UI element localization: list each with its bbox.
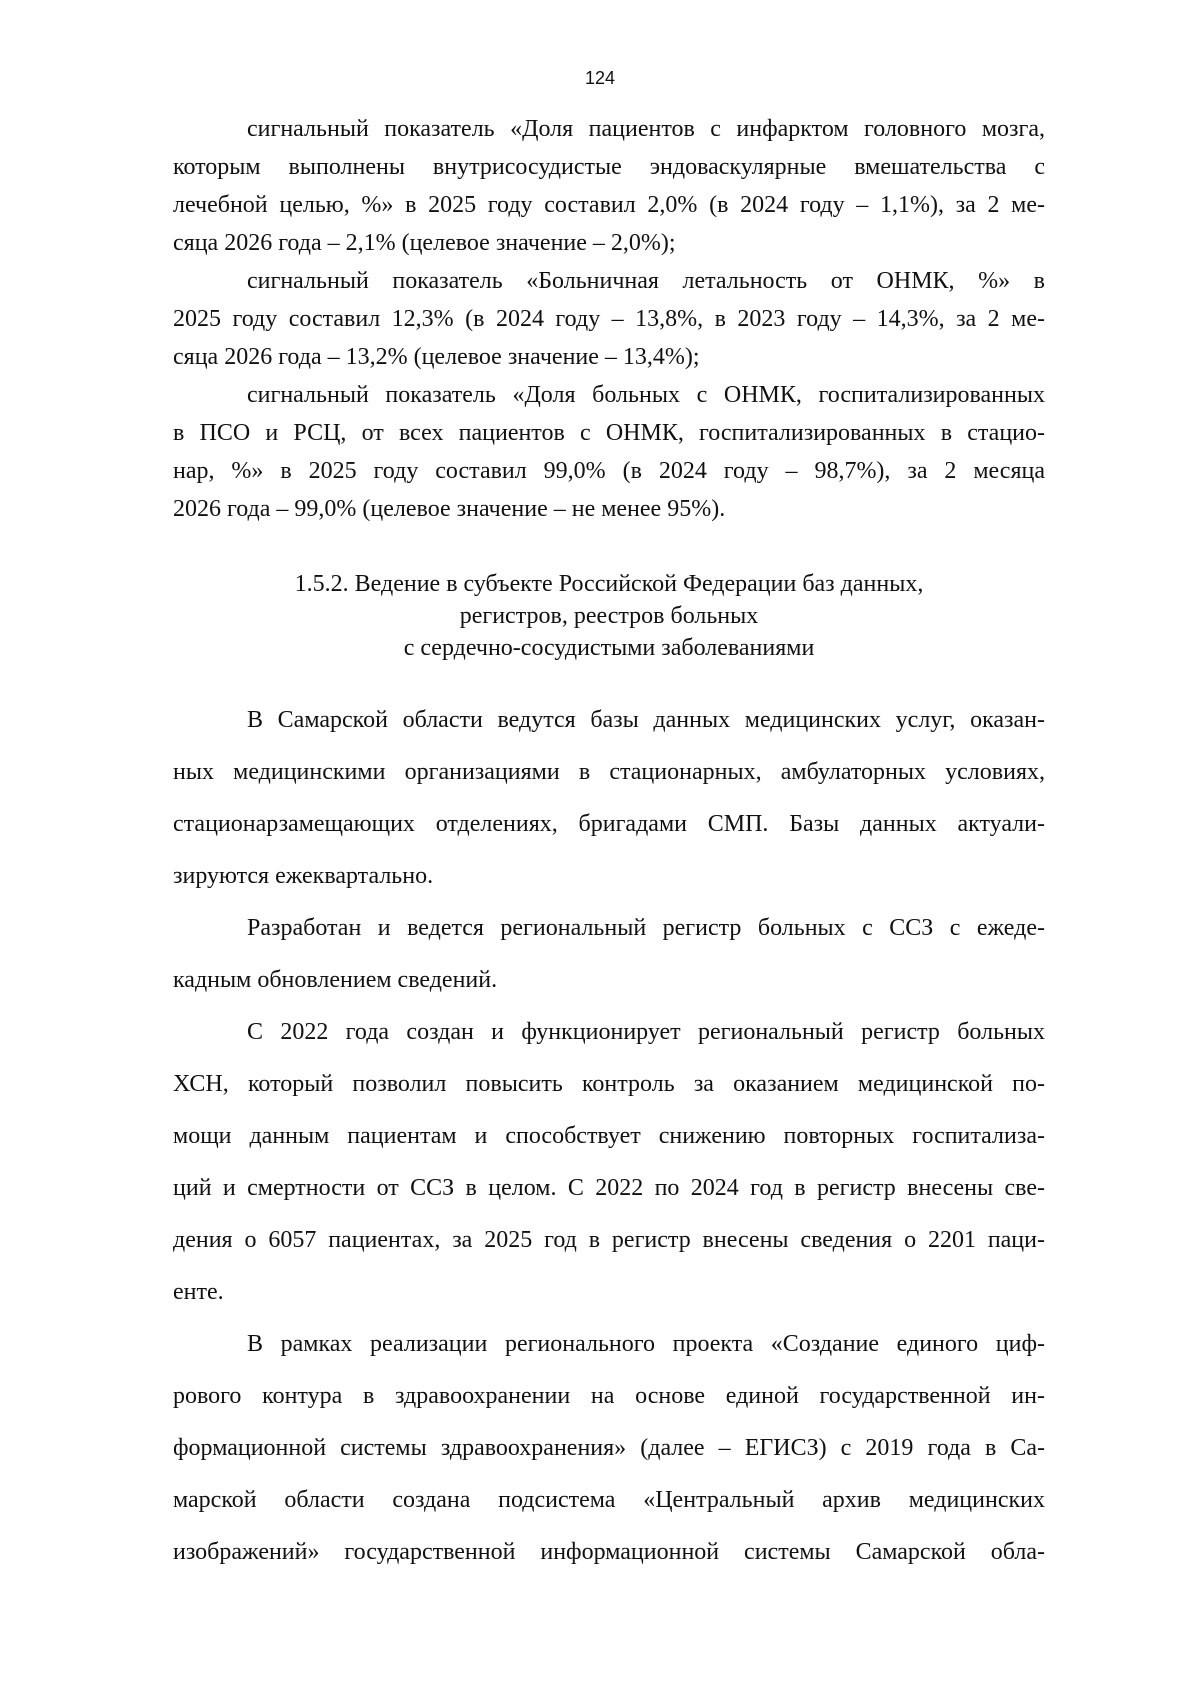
page-body	[173, 110, 1045, 1578]
text-line: формационной системы здравоохранения» (далее – ЕГИСЗ) с 2019 года в Са-	[173, 1435, 1045, 1461]
text-line: ных медицинскими организациями в стационарных, амбулаторных условиях,	[173, 759, 1045, 785]
text-line: 2025 году составил 12,3% (в 2024 году – 13,8%, в 2023 году – 14,3%, за 2 ме-	[173, 306, 1045, 332]
text-line: дения о 6057 пациентах, за 2025 год в регистр внесены сведения о 2201 паци-	[173, 1227, 1045, 1253]
section-heading-line: с сердечно-сосудистыми заболеваниями	[403, 635, 815, 661]
text-line: С 2022 года создан и функционирует региональный регистр больных	[247, 1019, 1045, 1045]
indicator-paragraph	[173, 110, 1045, 262]
text-line: в ПСО и РСЦ, от всех пациентов с ОНМК, госпитализированных в стацио-	[173, 420, 1045, 446]
indicator-list	[173, 110, 1045, 528]
section-heading-line: регистров, реестров больных	[459, 603, 759, 629]
body-paragraph	[173, 1318, 1045, 1578]
text-line: стационарзамещающих отделениях, бригадами СМП. Базы данных актуали-	[173, 811, 1045, 837]
text-line: ХСН, который позволил повысить контроль за оказанием медицинской по-	[173, 1071, 1045, 1097]
text-line: сяца 2026 года – 2,1% (целевое значение – 2,0%);	[173, 230, 676, 256]
text-line: сяца 2026 года – 13,2% (целевое значение – 13,4%);	[173, 344, 700, 370]
text-line: Разработан и ведется региональный регистр больных с ССЗ с ежеде-	[247, 915, 1045, 941]
text-line: сигнальный показатель «Доля пациентов с инфарктом головного мозга,	[247, 116, 1045, 142]
text-line: ций и смертности от ССЗ в целом. С 2022 по 2024 год в регистр внесены све-	[173, 1175, 1045, 1201]
text-line: нар, %» в 2025 году составил 99,0% (в 2024 году – 98,7%), за 2 месяца	[173, 458, 1045, 484]
section-body	[173, 694, 1045, 1578]
text-line: мощи данным пациентам и способствует снижению повторных госпитализа-	[173, 1123, 1045, 1149]
text-line: В рамках реализации регионального проекта «Создание единого циф-	[247, 1331, 1045, 1357]
text-line: изображений» государственной информационной системы Самарской обла-	[173, 1539, 1045, 1565]
text-line: рового контура в здравоохранении на основе единой государственной ин-	[173, 1383, 1045, 1409]
body-paragraph	[173, 1006, 1045, 1318]
section-heading	[173, 568, 1045, 664]
text-line: сигнальный показатель «Доля больных с ОНМК, госпитализированных	[247, 382, 1045, 408]
indicator-paragraph	[173, 376, 1045, 528]
text-line: марской области создана подсистема «Центральный архив медицинских	[173, 1487, 1045, 1513]
text-line: которым выполнены внутрисосудистые эндоваскулярные вмешательства с	[173, 154, 1045, 180]
text-line: енте.	[173, 1279, 224, 1305]
text-line: лечебной целью, %» в 2025 году составил 2,0% (в 2024 году – 1,1%), за 2 ме-	[173, 192, 1045, 218]
text-line: кадным обновлением сведений.	[173, 967, 498, 993]
body-paragraph	[173, 902, 1045, 1006]
section-heading-line: 1.5.2. Ведение в субъекте Российской Федерации баз данных,	[294, 571, 924, 597]
text-line: сигнальный показатель «Больничная летальность от ОНМК, %» в	[247, 268, 1045, 294]
indicator-paragraph	[173, 262, 1045, 376]
body-paragraph	[173, 694, 1045, 902]
page-number: 124	[584, 68, 616, 88]
text-line: В Самарской области ведутся базы данных медицинских услуг, оказан-	[247, 707, 1045, 733]
text-line: зируются ежеквартально.	[173, 863, 434, 889]
text-line: 2026 года – 99,0% (целевое значение – не менее 95%).	[173, 496, 726, 522]
